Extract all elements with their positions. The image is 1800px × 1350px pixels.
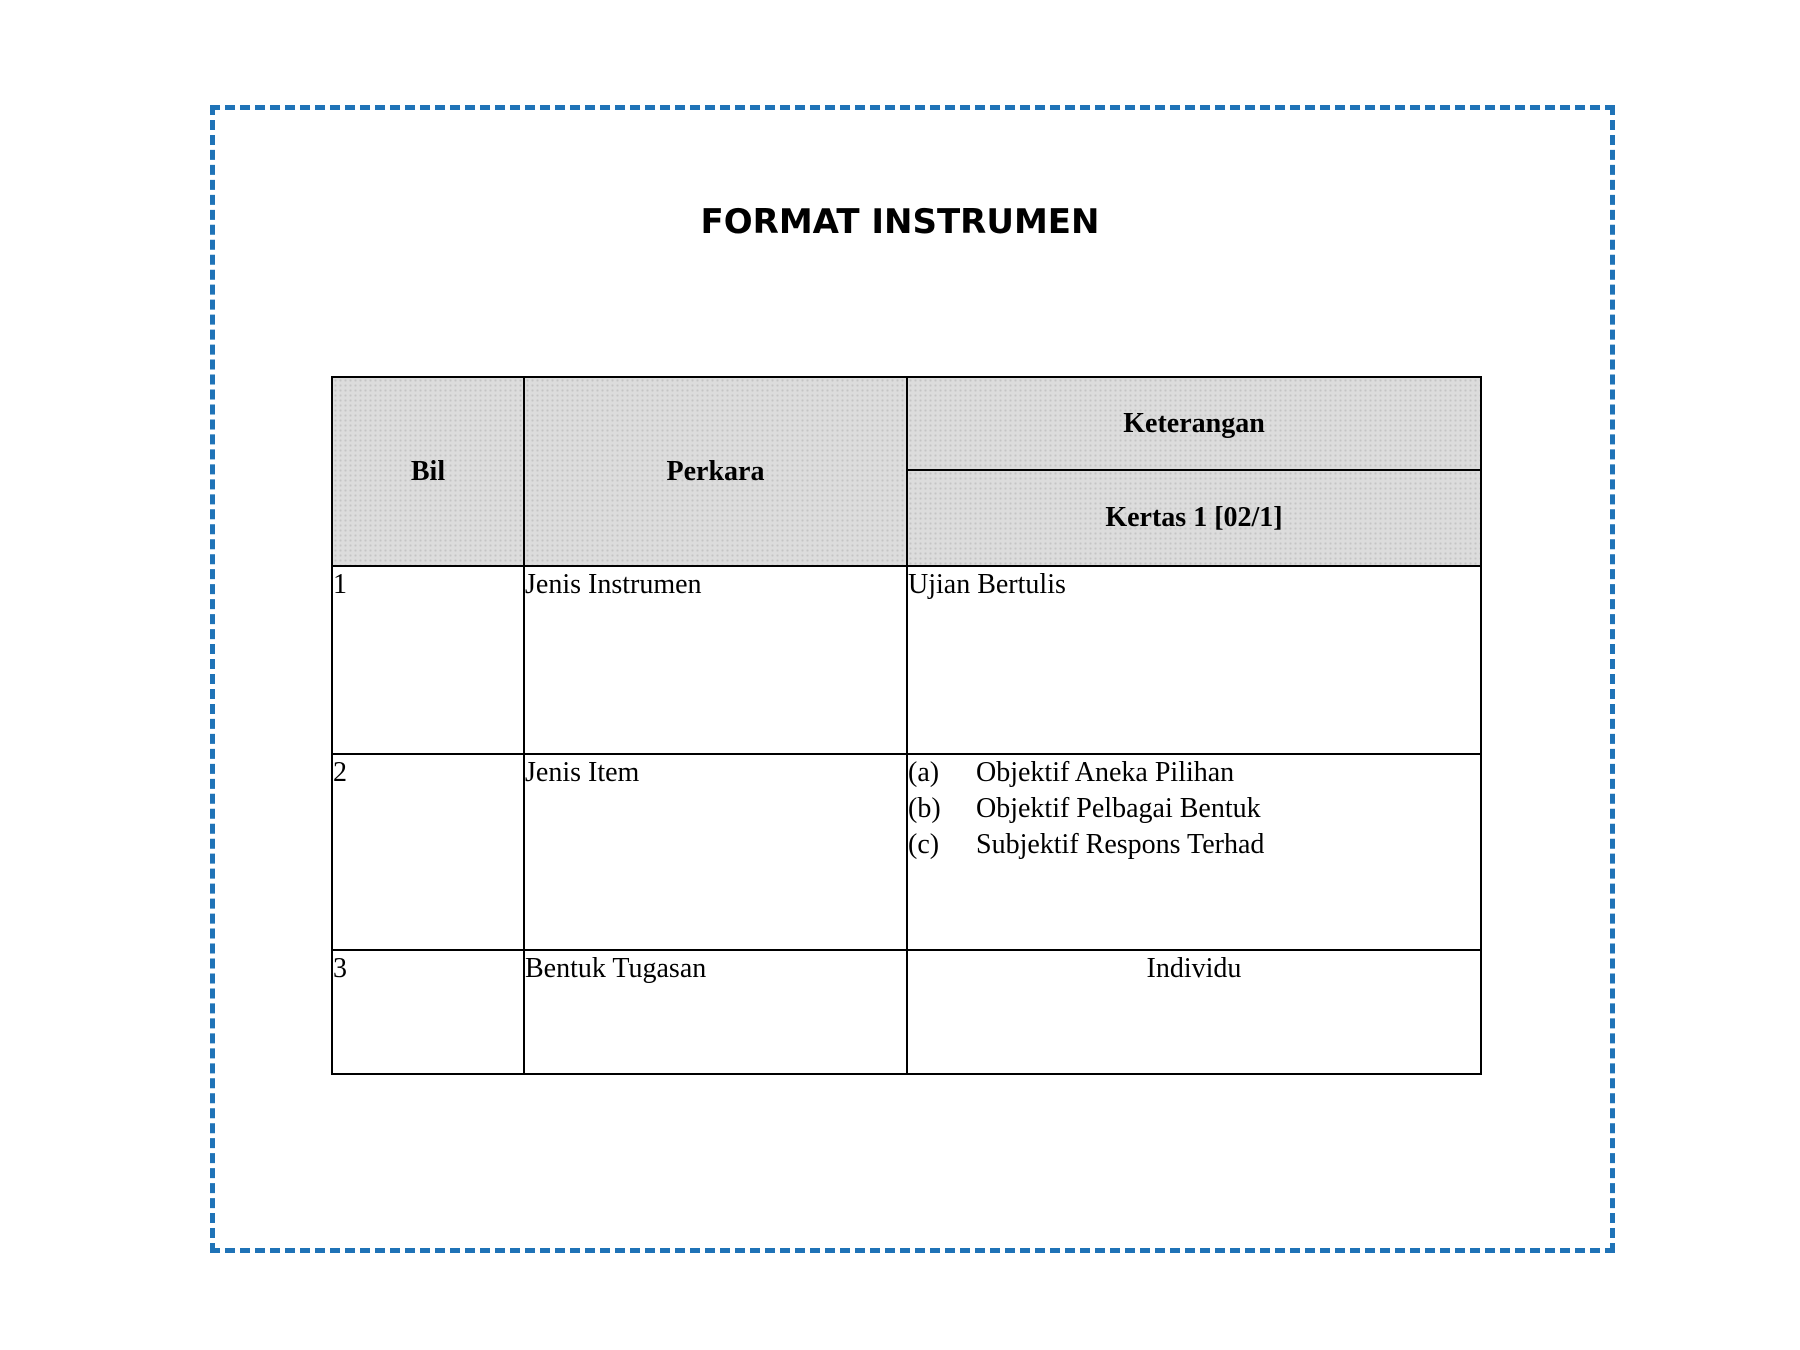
cell-perkara: Jenis Item [524,754,907,950]
header-kertas: Kertas 1 [02/1] [907,470,1481,566]
option-text: Objektif Aneka Pilihan [976,757,1235,788]
header-keterangan: Keterangan [907,377,1481,470]
cell-bil: 3 [332,950,524,1074]
page-title: FORMAT INSTRUMEN [700,202,1100,242]
option-label: (c) [908,829,940,860]
option-item [908,827,1480,863]
header-row [332,377,1481,470]
cell-keterangan-options [907,754,1481,950]
option-label: (b) [908,793,941,824]
cell-perkara: Bentuk Tugasan [524,950,907,1074]
cell-bil: 2 [332,754,524,950]
format-table [331,376,1482,1075]
header-perkara: Perkara [524,377,907,566]
cell-bil: 1 [332,566,524,754]
option-label: (a) [908,757,940,788]
option-text: Subjektif Respons Terhad [976,829,1265,860]
table-row [332,950,1481,1074]
cell-perkara: Jenis Instrumen [524,566,907,754]
option-text: Objektif Pelbagai Bentuk [976,793,1261,824]
table-row [332,754,1481,950]
cell-keterangan: Individu [907,950,1481,1074]
table-row [332,566,1481,754]
option-item [908,791,1480,827]
header-bil: Bil [332,377,524,566]
cell-keterangan: Ujian Bertulis [907,566,1481,754]
option-item [908,755,1480,791]
